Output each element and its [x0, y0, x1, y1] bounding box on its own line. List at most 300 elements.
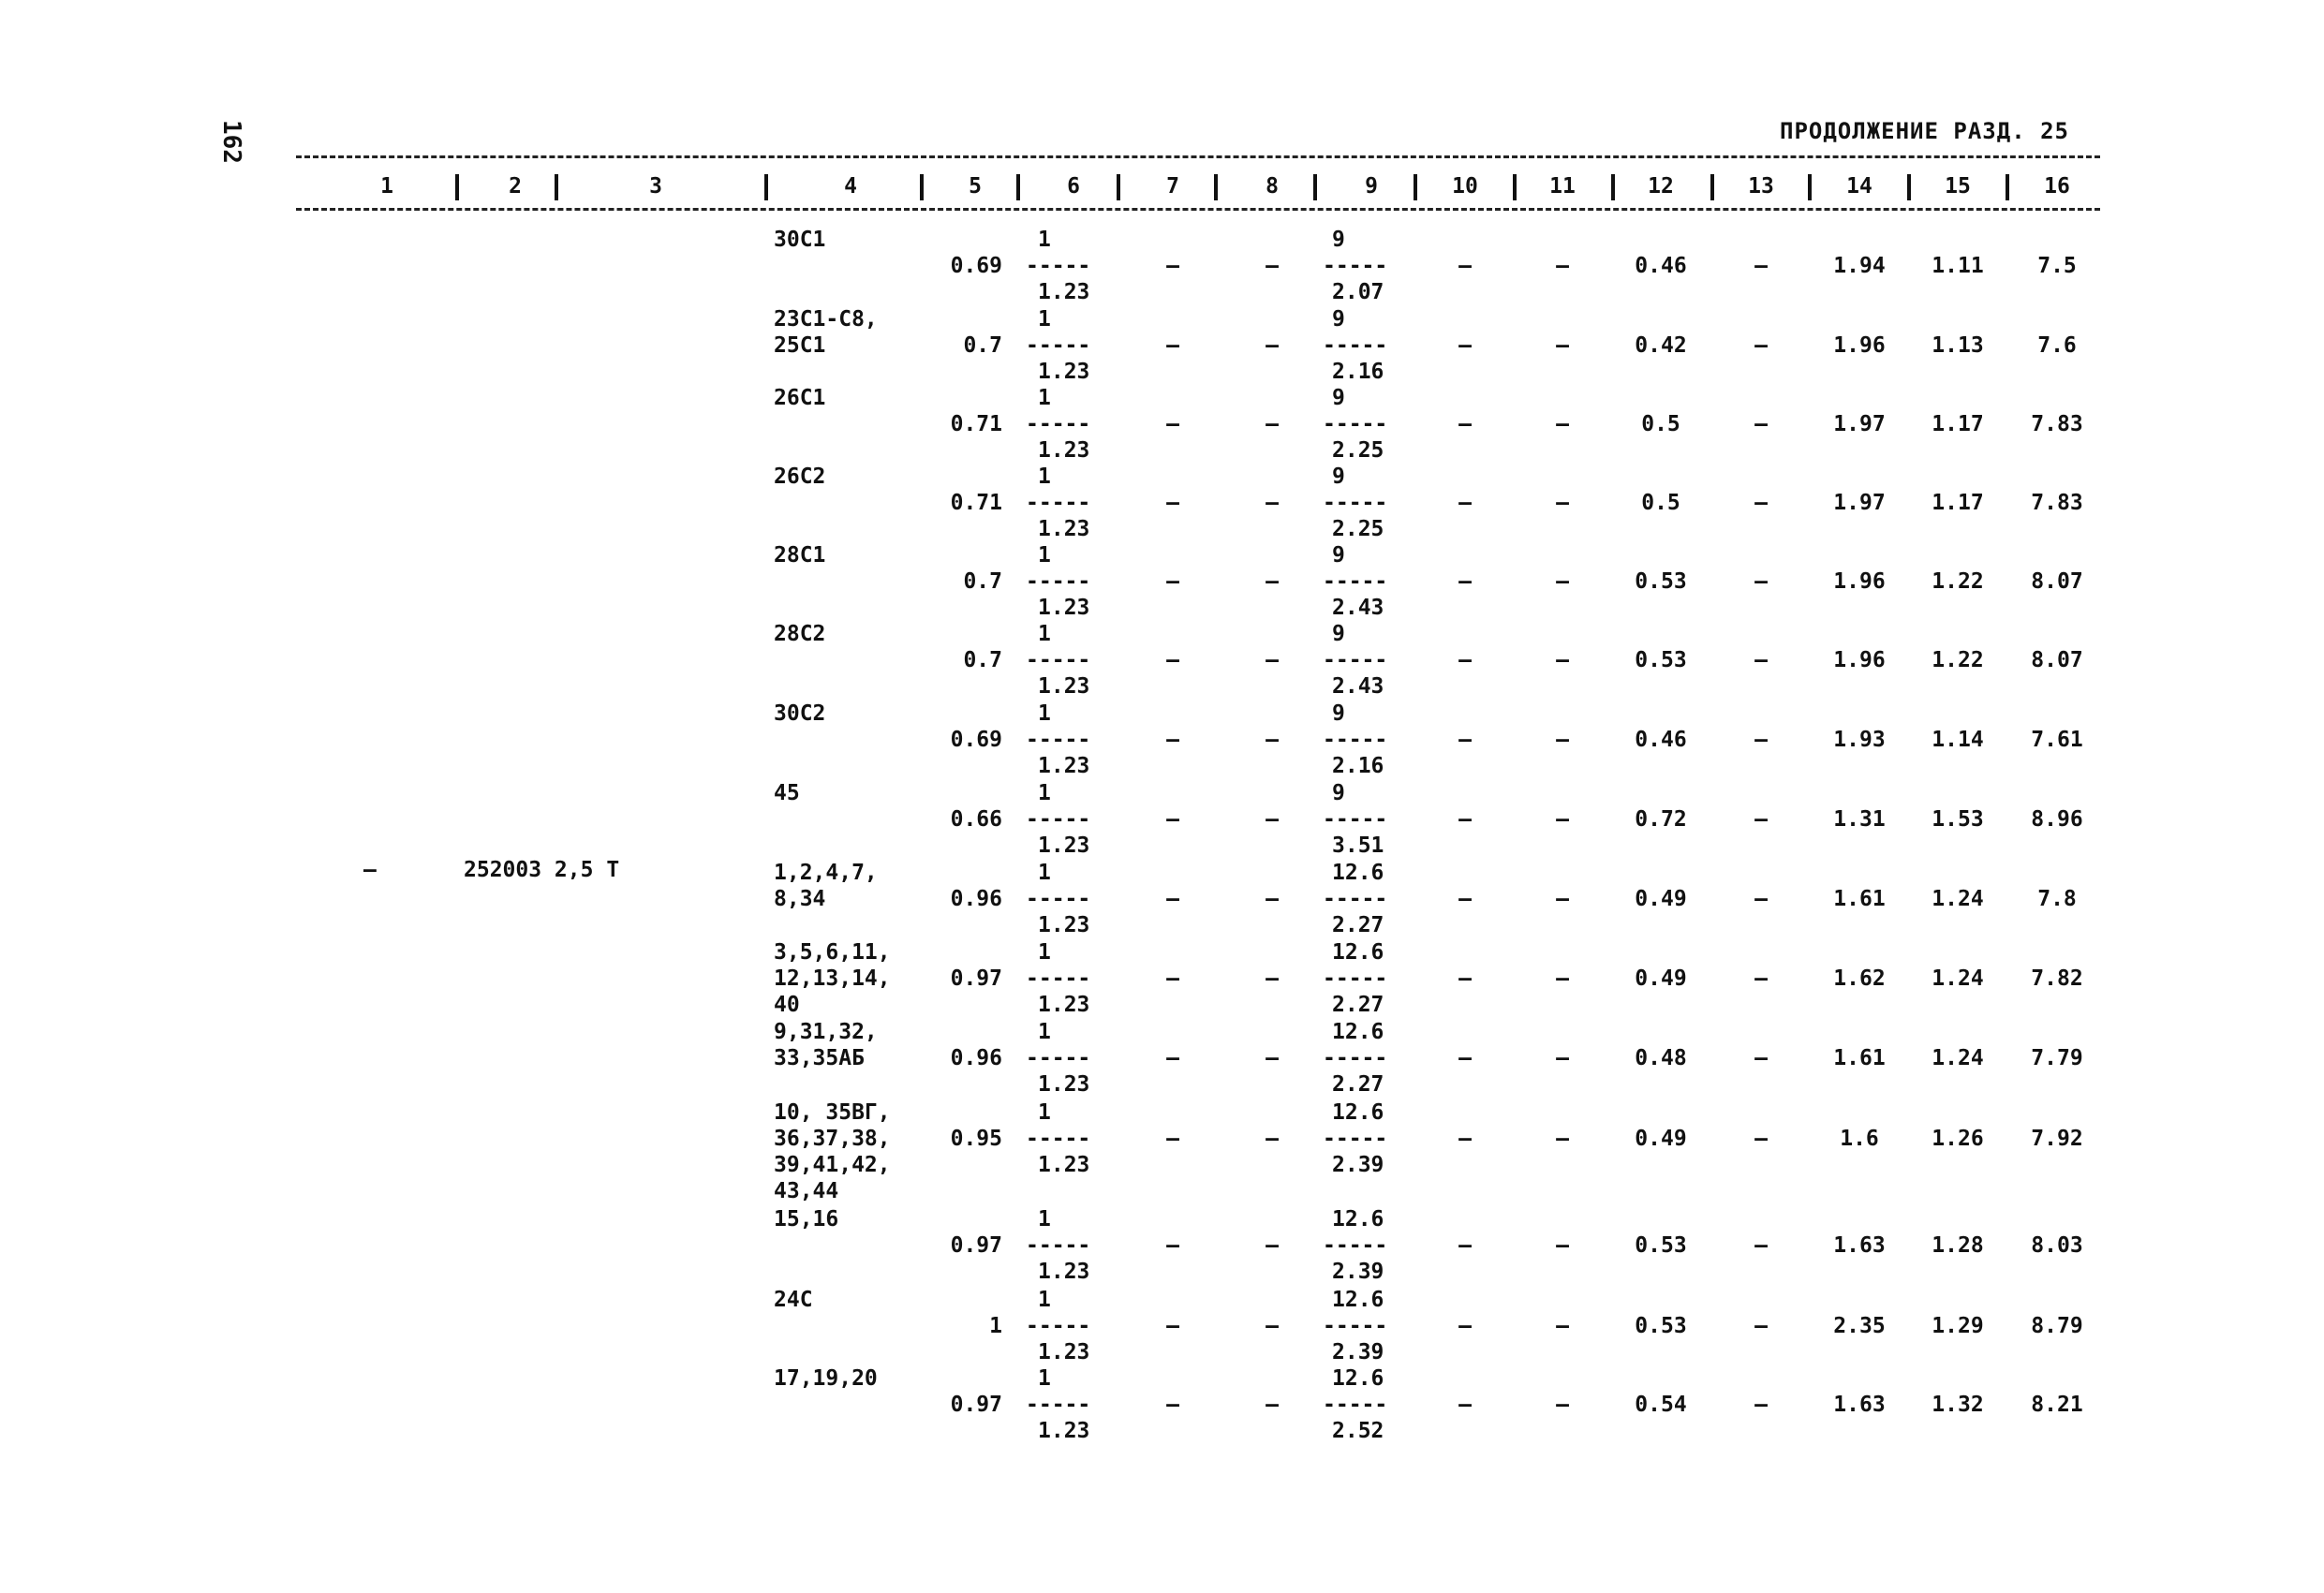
cell-c15: 1.29 — [1932, 1314, 1984, 1338]
fraction-bar: ----- — [1323, 1233, 1388, 1258]
fraction-numerator: 1 — [1038, 386, 1051, 410]
cell-c5: 0.97 — [950, 966, 1002, 991]
cell-c10: – — [1458, 1046, 1472, 1070]
cell-c7: – — [1166, 1127, 1179, 1151]
cell-c14: 1.63 — [1833, 1393, 1886, 1417]
cell-c11: – — [1556, 1233, 1569, 1258]
cell-c4: 9,31,32, — [774, 1020, 878, 1044]
cell-c5: 0.71 — [950, 491, 1002, 515]
fraction-bar: ----- — [1323, 966, 1388, 991]
cell-c16: 8.03 — [2031, 1233, 2083, 1258]
fraction-numerator: 9 — [1332, 307, 1345, 332]
fraction-bar: ----- — [1026, 412, 1091, 436]
cell-c14: 1.96 — [1833, 648, 1886, 672]
cell-c7: – — [1166, 1233, 1179, 1258]
cell-c14: 1.31 — [1833, 807, 1886, 832]
fraction-numerator: 1 — [1038, 307, 1051, 332]
fraction-denominator: 2.25 — [1332, 517, 1384, 541]
fraction-denominator: 3.51 — [1332, 833, 1384, 858]
cell-c5: 0.69 — [950, 254, 1002, 278]
cell-c8: – — [1266, 1046, 1279, 1070]
column-header-14: 14 — [1846, 174, 1873, 199]
fraction-denominator: 1.23 — [1038, 360, 1090, 384]
fraction-bar: ----- — [1026, 1233, 1091, 1258]
fraction-denominator: 1.23 — [1038, 993, 1090, 1017]
fraction-bar: ----- — [1323, 1046, 1388, 1070]
cell-c5: 0.71 — [950, 412, 1002, 436]
cell-c10: – — [1458, 491, 1472, 515]
cell-c7: – — [1166, 1046, 1179, 1070]
fraction-numerator: 12.6 — [1332, 1100, 1384, 1125]
fraction-denominator: 2.39 — [1332, 1153, 1384, 1177]
cell-c15: 1.26 — [1932, 1127, 1984, 1151]
cell-c14: 1.94 — [1833, 254, 1886, 278]
cell-c13: – — [1754, 1314, 1768, 1338]
cell-c13: – — [1754, 1393, 1768, 1417]
column-header-10: 10 — [1452, 174, 1478, 199]
fraction-denominator: 2.27 — [1332, 913, 1384, 937]
cell-c10: – — [1458, 569, 1472, 594]
column-header-16: 16 — [2044, 174, 2070, 199]
fraction-numerator: 1 — [1038, 622, 1051, 646]
fraction-numerator: 12.6 — [1332, 1366, 1384, 1391]
cell-c16: 7.6 — [2037, 333, 2077, 358]
cell-c13: – — [1754, 412, 1768, 436]
fraction-bar: ----- — [1323, 412, 1388, 436]
column-header-4: 4 — [844, 174, 857, 199]
cell-c14: 1.62 — [1833, 966, 1886, 991]
cell-c16: 8.96 — [2031, 807, 2083, 832]
fraction-denominator: 2.07 — [1332, 280, 1384, 304]
cell-c7: – — [1166, 1314, 1179, 1338]
cell-c16: 8.21 — [2031, 1393, 2083, 1417]
column-separator — [1313, 174, 1317, 200]
cell-c12: 0.46 — [1635, 728, 1687, 752]
cell-c8: – — [1266, 1127, 1279, 1151]
cell-c14: 1.6 — [1840, 1127, 1879, 1151]
cell-c4: 30C2 — [774, 701, 826, 726]
fraction-numerator: 9 — [1332, 228, 1345, 252]
fraction-numerator: 1 — [1038, 1020, 1051, 1044]
cell-c11: – — [1556, 648, 1569, 672]
cell-c14: 1.63 — [1833, 1233, 1886, 1258]
cell-c12: 0.42 — [1635, 333, 1687, 358]
column-header-9: 9 — [1365, 174, 1378, 199]
cell-c11: – — [1556, 807, 1569, 832]
cell-c10: – — [1458, 648, 1472, 672]
fraction-bar: ----- — [1026, 1046, 1091, 1070]
fraction-numerator: 12.6 — [1332, 1020, 1384, 1044]
cell-c16: 8.79 — [2031, 1314, 2083, 1338]
cell-c13: – — [1754, 254, 1768, 278]
cell-c4: 45 — [774, 781, 800, 805]
column-separator — [1513, 174, 1517, 200]
fraction-numerator: 9 — [1332, 622, 1345, 646]
fraction-denominator: 1.23 — [1038, 517, 1090, 541]
fraction-denominator: 1.23 — [1038, 1419, 1090, 1443]
cell-c12: 0.5 — [1641, 412, 1680, 436]
fraction-numerator: 1 — [1038, 228, 1051, 252]
fraction-denominator: 1.23 — [1038, 674, 1090, 699]
cell-c11: – — [1556, 412, 1569, 436]
fraction-bar: ----- — [1323, 569, 1388, 594]
fraction-numerator: 1 — [1038, 543, 1051, 568]
fraction-numerator: 12.6 — [1332, 861, 1384, 885]
cell-c13: – — [1754, 728, 1768, 752]
column-separator — [1117, 174, 1120, 200]
cell-c8: – — [1266, 1233, 1279, 1258]
cell-c13: – — [1754, 966, 1768, 991]
cell-c16: 7.61 — [2031, 728, 2083, 752]
cell-c4: 39,41,42, — [774, 1153, 891, 1177]
cell-c12: 0.49 — [1635, 1127, 1687, 1151]
fraction-denominator: 2.16 — [1332, 754, 1384, 778]
fraction-bar: ----- — [1323, 807, 1388, 832]
group-c1: – — [363, 858, 377, 882]
cell-c10: – — [1458, 887, 1472, 911]
cell-c15: 1.22 — [1932, 569, 1984, 594]
cell-c4: 3,5,6,11, — [774, 940, 891, 965]
cell-c8: – — [1266, 807, 1279, 832]
fraction-denominator: 1.23 — [1038, 833, 1090, 858]
fraction-bar: ----- — [1323, 1393, 1388, 1417]
cell-c14: 1.93 — [1833, 728, 1886, 752]
cell-c4: 36,37,38, — [774, 1127, 891, 1151]
cell-c8: – — [1266, 333, 1279, 358]
cell-c8: – — [1266, 412, 1279, 436]
column-header-2: 2 — [509, 174, 522, 199]
fraction-bar: ----- — [1026, 569, 1091, 594]
cell-c5: 0.97 — [950, 1233, 1002, 1258]
cell-c11: – — [1556, 569, 1569, 594]
fraction-denominator: 1.23 — [1038, 754, 1090, 778]
group-c2: 252003 2,5 T — [464, 858, 620, 882]
section-title: ПРОДОЛЖЕНИЕ РАЗД. 25 — [1780, 118, 2069, 144]
cell-c15: 1.28 — [1932, 1233, 1984, 1258]
cell-c15: 1.32 — [1932, 1393, 1984, 1417]
fraction-numerator: 1 — [1038, 701, 1051, 726]
cell-c13: – — [1754, 648, 1768, 672]
cell-c4: 26C2 — [774, 465, 826, 489]
cell-c15: 1.24 — [1932, 887, 1984, 911]
cell-c5: 0.96 — [950, 887, 1002, 911]
cell-c10: – — [1458, 333, 1472, 358]
cell-c5: 0.7 — [963, 569, 1002, 594]
cell-c7: – — [1166, 1393, 1179, 1417]
cell-c7: – — [1166, 412, 1179, 436]
fraction-numerator: 12.6 — [1332, 940, 1384, 965]
cell-c13: – — [1754, 807, 1768, 832]
column-separator — [764, 174, 768, 200]
cell-c12: 0.53 — [1635, 569, 1687, 594]
cell-c8: – — [1266, 254, 1279, 278]
cell-c10: – — [1458, 728, 1472, 752]
cell-c14: 2.35 — [1833, 1314, 1886, 1338]
fraction-numerator: 1 — [1038, 861, 1051, 885]
cell-c12: 0.53 — [1635, 1233, 1687, 1258]
cell-c15: 1.17 — [1932, 491, 1984, 515]
cell-c7: – — [1166, 887, 1179, 911]
cell-c13: – — [1754, 333, 1768, 358]
fraction-denominator: 1.23 — [1038, 596, 1090, 620]
cell-c16: 7.82 — [2031, 966, 2083, 991]
cell-c11: – — [1556, 966, 1569, 991]
cell-c4: 30C1 — [774, 228, 826, 252]
cell-c12: 0.72 — [1635, 807, 1687, 832]
cell-c11: – — [1556, 1127, 1569, 1151]
cell-c13: – — [1754, 491, 1768, 515]
cell-c8: – — [1266, 966, 1279, 991]
fraction-denominator: 2.27 — [1332, 1072, 1384, 1097]
cell-c16: 7.83 — [2031, 412, 2083, 436]
cell-c7: – — [1166, 807, 1179, 832]
cell-c4: 24C — [774, 1288, 813, 1312]
fraction-numerator: 1 — [1038, 1100, 1051, 1125]
column-separator — [920, 174, 924, 200]
column-header-8: 8 — [1266, 174, 1279, 199]
cell-c4: 25C1 — [774, 333, 826, 358]
cell-c8: – — [1266, 728, 1279, 752]
cell-c15: 1.24 — [1932, 966, 1984, 991]
cell-c15: 1.13 — [1932, 333, 1984, 358]
cell-c12: 0.49 — [1635, 887, 1687, 911]
column-separator — [1611, 174, 1615, 200]
cell-c4: 17,19,20 — [774, 1366, 878, 1391]
column-header-5: 5 — [969, 174, 982, 199]
fraction-denominator: 2.43 — [1332, 674, 1384, 699]
cell-c5: 0.97 — [950, 1393, 1002, 1417]
cell-c10: – — [1458, 1314, 1472, 1338]
fraction-denominator: 2.52 — [1332, 1419, 1384, 1443]
fraction-bar: ----- — [1026, 728, 1091, 752]
cell-c4: 15,16 — [774, 1207, 839, 1232]
cell-c11: – — [1556, 728, 1569, 752]
column-separator — [1808, 174, 1812, 200]
fraction-numerator: 9 — [1332, 386, 1345, 410]
cell-c11: – — [1556, 333, 1569, 358]
column-separator — [1710, 174, 1714, 200]
column-header-7: 7 — [1166, 174, 1179, 199]
fraction-denominator: 1.23 — [1038, 913, 1090, 937]
page-number: 162 — [217, 120, 245, 164]
fraction-bar: ----- — [1026, 491, 1091, 515]
cell-c4: 23C1-C8, — [774, 307, 878, 332]
cell-c16: 7.79 — [2031, 1046, 2083, 1070]
fraction-denominator: 2.27 — [1332, 993, 1384, 1017]
column-separator — [2006, 174, 2009, 200]
fraction-denominator: 2.39 — [1332, 1260, 1384, 1284]
cell-c15: 1.22 — [1932, 648, 1984, 672]
column-header-1: 1 — [380, 174, 393, 199]
cell-c15: 1.24 — [1932, 1046, 1984, 1070]
cell-c14: 1.96 — [1833, 333, 1886, 358]
cell-c16: 7.8 — [2037, 887, 2077, 911]
cell-c5: 0.95 — [950, 1127, 1002, 1151]
fraction-bar: ----- — [1323, 333, 1388, 358]
cell-c12: 0.54 — [1635, 1393, 1687, 1417]
fraction-bar: ----- — [1323, 887, 1388, 911]
fraction-bar: ----- — [1026, 1314, 1091, 1338]
cell-c5: 0.66 — [950, 807, 1002, 832]
cell-c13: – — [1754, 887, 1768, 911]
cell-c11: – — [1556, 1046, 1569, 1070]
fraction-denominator: 1.23 — [1038, 280, 1090, 304]
fraction-denominator: 2.16 — [1332, 360, 1384, 384]
cell-c11: – — [1556, 491, 1569, 515]
fraction-denominator: 2.39 — [1332, 1340, 1384, 1364]
cell-c13: – — [1754, 569, 1768, 594]
fraction-numerator: 1 — [1038, 1207, 1051, 1232]
column-header-3: 3 — [649, 174, 662, 199]
fraction-numerator: 1 — [1038, 1366, 1051, 1391]
cell-c12: 0.48 — [1635, 1046, 1687, 1070]
fraction-numerator: 12.6 — [1332, 1207, 1384, 1232]
fraction-numerator: 9 — [1332, 543, 1345, 568]
cell-c10: – — [1458, 254, 1472, 278]
column-header-6: 6 — [1067, 174, 1080, 199]
fraction-bar: ----- — [1026, 966, 1091, 991]
cell-c4: 1,2,4,7, — [774, 861, 878, 885]
cell-c14: 1.97 — [1833, 491, 1886, 515]
fraction-bar: ----- — [1026, 254, 1091, 278]
cell-c14: 1.97 — [1833, 412, 1886, 436]
cell-c10: – — [1458, 1233, 1472, 1258]
fraction-denominator: 1.23 — [1038, 1072, 1090, 1097]
cell-c7: – — [1166, 728, 1179, 752]
cell-c12: 0.46 — [1635, 254, 1687, 278]
cell-c5: 0.96 — [950, 1046, 1002, 1070]
column-separator — [455, 174, 459, 200]
fraction-numerator: 9 — [1332, 781, 1345, 805]
cell-c12: 0.5 — [1641, 491, 1680, 515]
header-top-rule — [296, 155, 2100, 158]
cell-c11: – — [1556, 1314, 1569, 1338]
cell-c16: 7.5 — [2037, 254, 2077, 278]
cell-c7: – — [1166, 569, 1179, 594]
cell-c10: – — [1458, 966, 1472, 991]
fraction-numerator: 1 — [1038, 940, 1051, 965]
cell-c14: 1.61 — [1833, 887, 1886, 911]
header-bottom-rule — [296, 208, 2100, 211]
cell-c10: – — [1458, 412, 1472, 436]
fraction-numerator: 9 — [1332, 701, 1345, 726]
cell-c16: 7.83 — [2031, 491, 2083, 515]
cell-c15: 1.17 — [1932, 412, 1984, 436]
fraction-bar: ----- — [1323, 648, 1388, 672]
cell-c8: – — [1266, 491, 1279, 515]
cell-c4: 43,44 — [774, 1179, 839, 1203]
cell-c15: 1.14 — [1932, 728, 1984, 752]
cell-c16: 7.92 — [2031, 1127, 2083, 1151]
cell-c4: 8,34 — [774, 887, 826, 911]
fraction-bar: ----- — [1026, 807, 1091, 832]
cell-c13: – — [1754, 1046, 1768, 1070]
cell-c8: – — [1266, 1314, 1279, 1338]
cell-c4: 28C1 — [774, 543, 826, 568]
cell-c8: – — [1266, 887, 1279, 911]
cell-c7: – — [1166, 648, 1179, 672]
fraction-numerator: 1 — [1038, 781, 1051, 805]
column-separator — [1016, 174, 1020, 200]
column-separator — [555, 174, 558, 200]
fraction-numerator: 1 — [1038, 465, 1051, 489]
cell-c8: – — [1266, 648, 1279, 672]
cell-c15: 1.11 — [1932, 254, 1984, 278]
fraction-denominator: 2.43 — [1332, 596, 1384, 620]
fraction-bar: ----- — [1323, 254, 1388, 278]
fraction-denominator: 1.23 — [1038, 1340, 1090, 1364]
cell-c13: – — [1754, 1233, 1768, 1258]
cell-c7: – — [1166, 966, 1179, 991]
cell-c5: 0.7 — [963, 333, 1002, 358]
cell-c4: 33,35АБ — [774, 1046, 865, 1070]
fraction-bar: ----- — [1026, 1393, 1091, 1417]
fraction-bar: ----- — [1026, 333, 1091, 358]
cell-c10: – — [1458, 807, 1472, 832]
fraction-denominator: 1.23 — [1038, 438, 1090, 463]
fraction-bar: ----- — [1323, 491, 1388, 515]
cell-c5: 1 — [989, 1314, 1002, 1338]
cell-c4: 10, 35ВГ, — [774, 1100, 891, 1125]
cell-c12: 0.53 — [1635, 648, 1687, 672]
cell-c10: – — [1458, 1393, 1472, 1417]
column-header-12: 12 — [1648, 174, 1674, 199]
cell-c14: 1.96 — [1833, 569, 1886, 594]
cell-c5: 0.69 — [950, 728, 1002, 752]
fraction-bar: ----- — [1323, 728, 1388, 752]
cell-c12: 0.49 — [1635, 966, 1687, 991]
cell-c16: 8.07 — [2031, 648, 2083, 672]
fraction-bar: ----- — [1323, 1127, 1388, 1151]
cell-c8: – — [1266, 569, 1279, 594]
cell-c4: 12,13,14, — [774, 966, 891, 991]
cell-c13: – — [1754, 1127, 1768, 1151]
fraction-numerator: 9 — [1332, 465, 1345, 489]
cell-c7: – — [1166, 333, 1179, 358]
column-header-13: 13 — [1748, 174, 1774, 199]
cell-c16: 8.07 — [2031, 569, 2083, 594]
fraction-bar: ----- — [1323, 1314, 1388, 1338]
cell-c5: 0.7 — [963, 648, 1002, 672]
column-header-15: 15 — [1945, 174, 1971, 199]
fraction-numerator: 1 — [1038, 1288, 1051, 1312]
cell-c7: – — [1166, 491, 1179, 515]
fraction-denominator: 2.25 — [1332, 438, 1384, 463]
fraction-bar: ----- — [1026, 887, 1091, 911]
fraction-denominator: 1.23 — [1038, 1153, 1090, 1177]
column-header-11: 11 — [1549, 174, 1576, 199]
column-separator — [1214, 174, 1218, 200]
fraction-numerator: 12.6 — [1332, 1288, 1384, 1312]
cell-c4: 26C1 — [774, 386, 826, 410]
cell-c4: 28C2 — [774, 622, 826, 646]
cell-c12: 0.53 — [1635, 1314, 1687, 1338]
cell-c11: – — [1556, 1393, 1569, 1417]
fraction-bar: ----- — [1026, 648, 1091, 672]
cell-c11: – — [1556, 254, 1569, 278]
column-separator — [1907, 174, 1911, 200]
cell-c14: 1.61 — [1833, 1046, 1886, 1070]
column-separator — [1414, 174, 1417, 200]
cell-c15: 1.53 — [1932, 807, 1984, 832]
fraction-denominator: 1.23 — [1038, 1260, 1090, 1284]
cell-c8: – — [1266, 1393, 1279, 1417]
cell-c7: – — [1166, 254, 1179, 278]
cell-c10: – — [1458, 1127, 1472, 1151]
cell-c11: – — [1556, 887, 1569, 911]
cell-c4: 40 — [774, 993, 800, 1017]
fraction-bar: ----- — [1026, 1127, 1091, 1151]
